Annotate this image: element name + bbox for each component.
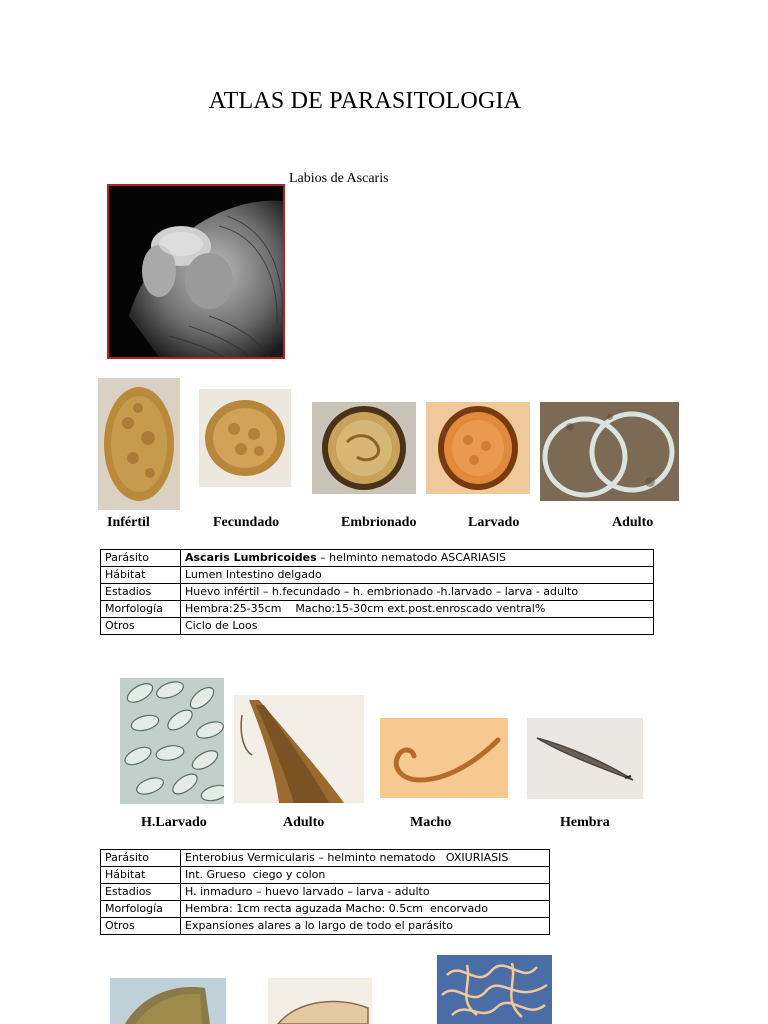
label-larvated-egg: H.Larvado — [141, 815, 207, 830]
row-key: Parásito — [101, 550, 181, 567]
embryonated-egg-photo — [312, 402, 416, 494]
row-key: Hábitat — [101, 567, 181, 584]
row-key: Morfología — [101, 901, 181, 918]
label-adult: Adulto — [612, 515, 654, 530]
table-row — [101, 918, 550, 935]
infertile-egg-photo — [98, 378, 180, 510]
row-value: Lumen Intestino delgado — [181, 567, 654, 584]
ascaris-info-table — [100, 549, 654, 635]
row-key: Otros — [101, 618, 181, 635]
row-key: Estadios — [101, 884, 181, 901]
table-row — [101, 850, 550, 867]
table-row — [101, 550, 654, 567]
label-male: Macho — [410, 815, 452, 830]
label-infertile: Infértil — [107, 515, 150, 530]
row-value — [181, 550, 654, 567]
row-value: Expansiones alares a lo largo de todo el parásito — [181, 918, 550, 935]
table-row — [101, 584, 654, 601]
larvated-egg-photo — [426, 402, 530, 494]
label-fertilized: Fecundado — [213, 515, 280, 530]
row-value: Int. Grueso ciego y colon — [181, 867, 550, 884]
label-female: Hembra — [560, 815, 610, 830]
page-title: ATLAS DE PARASITOLOGIA — [208, 88, 522, 114]
row-key: Otros — [101, 918, 181, 935]
table-row — [101, 901, 550, 918]
table-row — [101, 867, 550, 884]
row-value: Enterobius Vermicularis – helminto nematodo OXIURIASIS — [181, 850, 550, 867]
row-value: H. inmaduro – huevo larvado – larva - adulto — [181, 884, 550, 901]
label-adult: Adulto — [283, 815, 325, 830]
table-row — [101, 601, 654, 618]
female-worm-photo — [527, 718, 643, 799]
row-value: Huevo infértil – h.fecundado – h. embrionado -h.larvado – larva - adulto — [181, 584, 654, 601]
ascaris-lips-drawing — [109, 186, 283, 357]
bottom-photo-1 — [110, 978, 226, 1024]
row-key: Parásito — [101, 850, 181, 867]
table-row — [101, 618, 654, 635]
photo-caption: Labios de Ascaris — [289, 171, 389, 186]
row-key: Estadios — [101, 584, 181, 601]
fertilized-egg-photo — [199, 389, 291, 487]
enterobius-adult-head-photo — [234, 695, 364, 803]
ascaris-lips-photo — [107, 184, 285, 359]
label-embryonated: Embrionado — [341, 515, 417, 530]
row-value: Ciclo de Loos — [181, 618, 654, 635]
parasite-name: Ascaris Lumbricoides — [185, 551, 317, 564]
enterobius-info-table — [100, 849, 550, 935]
table-row — [101, 884, 550, 901]
row-value: Hembra: 1cm recta aguzada Macho: 0.5cm encorvado — [181, 901, 550, 918]
row-key: Hábitat — [101, 867, 181, 884]
bottom-photo-3 — [437, 955, 552, 1024]
row-key: Morfología — [101, 601, 181, 618]
male-worm-photo — [380, 718, 508, 798]
larvated-egg-cluster-photo — [120, 678, 224, 804]
bottom-photo-2 — [268, 978, 372, 1024]
adult-worm-photo — [540, 402, 679, 501]
table-row — [101, 567, 654, 584]
row-value: Hembra:25-35cm Macho:15-30cm ext.post.enroscado ventral% — [181, 601, 654, 618]
label-larvated: Larvado — [468, 515, 520, 530]
row-value-text: – helminto nematodo ASCARIASIS — [316, 551, 507, 564]
